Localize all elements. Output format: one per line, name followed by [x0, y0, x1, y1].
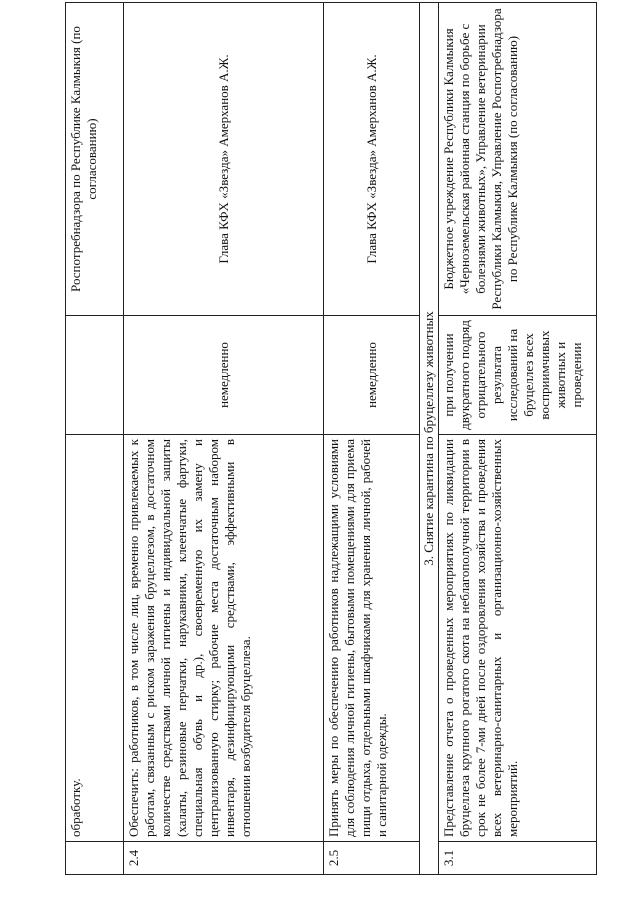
- row-action: обработку.: [66, 435, 124, 842]
- row-number: 2.5: [324, 842, 420, 875]
- row-term: немедленно: [124, 316, 324, 435]
- row-term: при получении двукратного подряд отрицательного результата исследований на бруцеллез всех восприимчивых животных и проведении: [439, 316, 597, 435]
- row-responsible: Бюджетное учреждение Республики Калмыкия «Черноземельская районная станция по борьбе с болезнями животных», Управление ветеринарии Республики Калмыкия, Управление Роспотребнадзора по Республике Калмыкия (по согласованию): [439, 3, 597, 316]
- row-responsible: Роспотребнадзора по Республике Калмыкия (по согласованию): [66, 3, 124, 316]
- row-term: [66, 316, 124, 435]
- row-number: [66, 842, 124, 875]
- section-row: [420, 3, 439, 875]
- table-row: [66, 3, 124, 875]
- section-heading: 3. Снятие карантина по бруцеллезу животных: [420, 3, 439, 875]
- row-term: немедленно: [324, 316, 420, 435]
- row-action: Обеспечить: работников, в том числе лиц, временно привлекаемых к работам, связанным с риском заражения бруцеллезом, в достаточном количестве средствами личной гигиены и индивидуальной защиты (халаты, резиновые перчатки, нарукавники, клеенчатые фартуки, специальная обувь и др.), своевременную их замену и централизованную стирку; рабочие места достаточным набором инвентаря, дезинфицирующими средствами, эффективными в отношении возбудителя бруцеллеза.: [124, 435, 324, 842]
- row-number: 3.1: [439, 842, 597, 875]
- row-number: 2.4: [124, 842, 324, 875]
- row-action: Представление отчета о проведенных мероприятиях по ликвидации бруцеллеза крупного рогатого скота на неблагополучной территории в срок не более 7-ми дней после оздоровления хозяйства и проведения всех ветеринарно-санитарных и организационно-хозяйственных мероприятий.: [439, 435, 597, 842]
- row-responsible: Глава КФХ «Звезда» Амерханов А.Ж.: [124, 3, 324, 316]
- measures-table: [65, 2, 597, 875]
- row-action: Принять меры по обеспечению работников надлежащими условиями для соблюдения личной гигиены, бытовыми помещениями для приема пищи отдыха, отдельными шкафчиками для хранения личной, рабочей и санитарной одежды.: [324, 435, 420, 842]
- rotated-page: [65, 8, 615, 875]
- table-row: [124, 3, 324, 875]
- table-row: [324, 3, 420, 875]
- table-row: [439, 3, 597, 875]
- row-responsible: Глава КФХ «Звезда» Амерханов А.Ж.: [324, 3, 420, 316]
